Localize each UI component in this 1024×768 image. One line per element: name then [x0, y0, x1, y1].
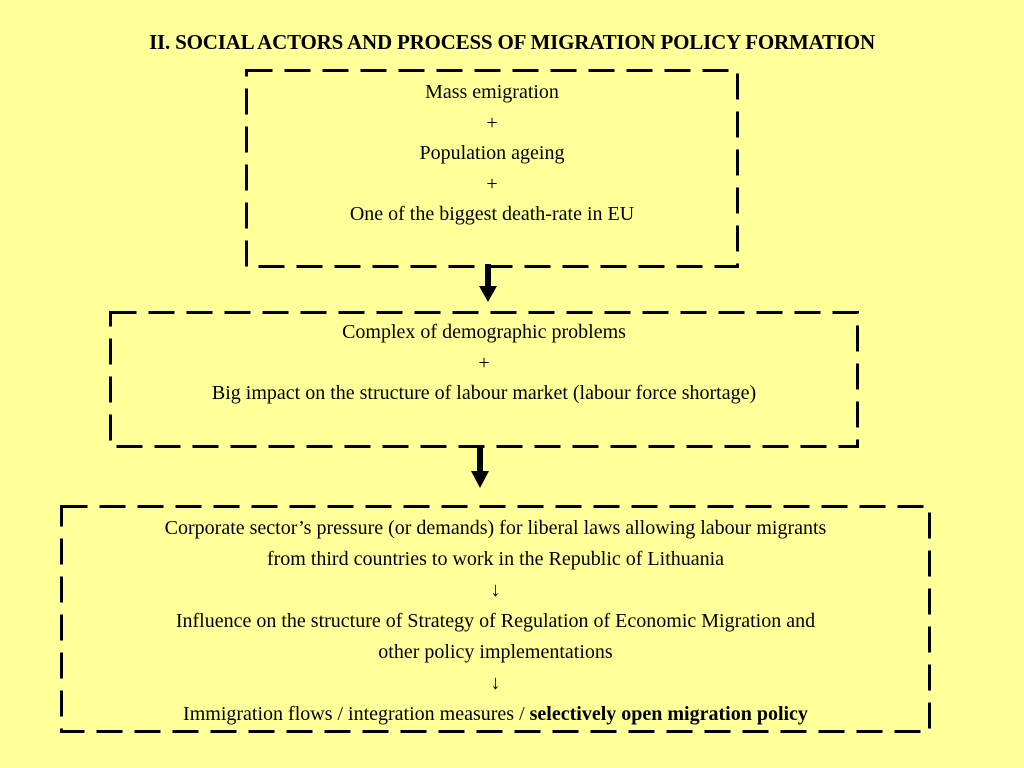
strategy-influence-line2: other policy implementations — [378, 641, 613, 663]
plus-sign: + — [486, 111, 498, 134]
policy-outcome-normal: Immigration flows / integration measures / — [183, 703, 530, 725]
arrow-down-glyph: ↓ — [490, 579, 501, 601]
policy-outcome-bold: selectively open migration policy — [529, 703, 808, 725]
cause-population-ageing: Population ageing — [419, 142, 565, 164]
policy-box — [60, 505, 931, 733]
causes-box — [245, 69, 739, 268]
down-arrow-icon — [468, 448, 492, 490]
corporate-pressure-line2: from third countries to work in the Republic of Lithuania — [266, 548, 725, 570]
arrow-down-glyph: ↓ — [490, 672, 501, 694]
labour-market-impact: Big impact on the structure of labour market (labour force shortage) — [211, 382, 757, 404]
demographic-problems: Complex of demographic problems — [342, 321, 626, 343]
policy-outcome-line — [60, 699, 931, 730]
cause-death-rate: One of the biggest death-rate in EU — [349, 203, 635, 225]
cause-mass-emigration: Mass emigration — [425, 81, 559, 103]
plus-sign: + — [478, 351, 490, 374]
corporate-pressure-line1: Corporate sector’s pressure (or demands) for liberal laws allowing labour migrants — [164, 517, 827, 539]
plus-sign: + — [486, 172, 498, 195]
slide-title: II. SOCIAL ACTORS AND PROCESS OF MIGRATION POLICY FORMATION — [149, 30, 875, 54]
strategy-influence-line1: Influence on the structure of Strategy of Regulation of Economic Migration and — [175, 610, 816, 632]
problems-box — [109, 311, 859, 448]
down-arrow-icon — [476, 264, 500, 304]
